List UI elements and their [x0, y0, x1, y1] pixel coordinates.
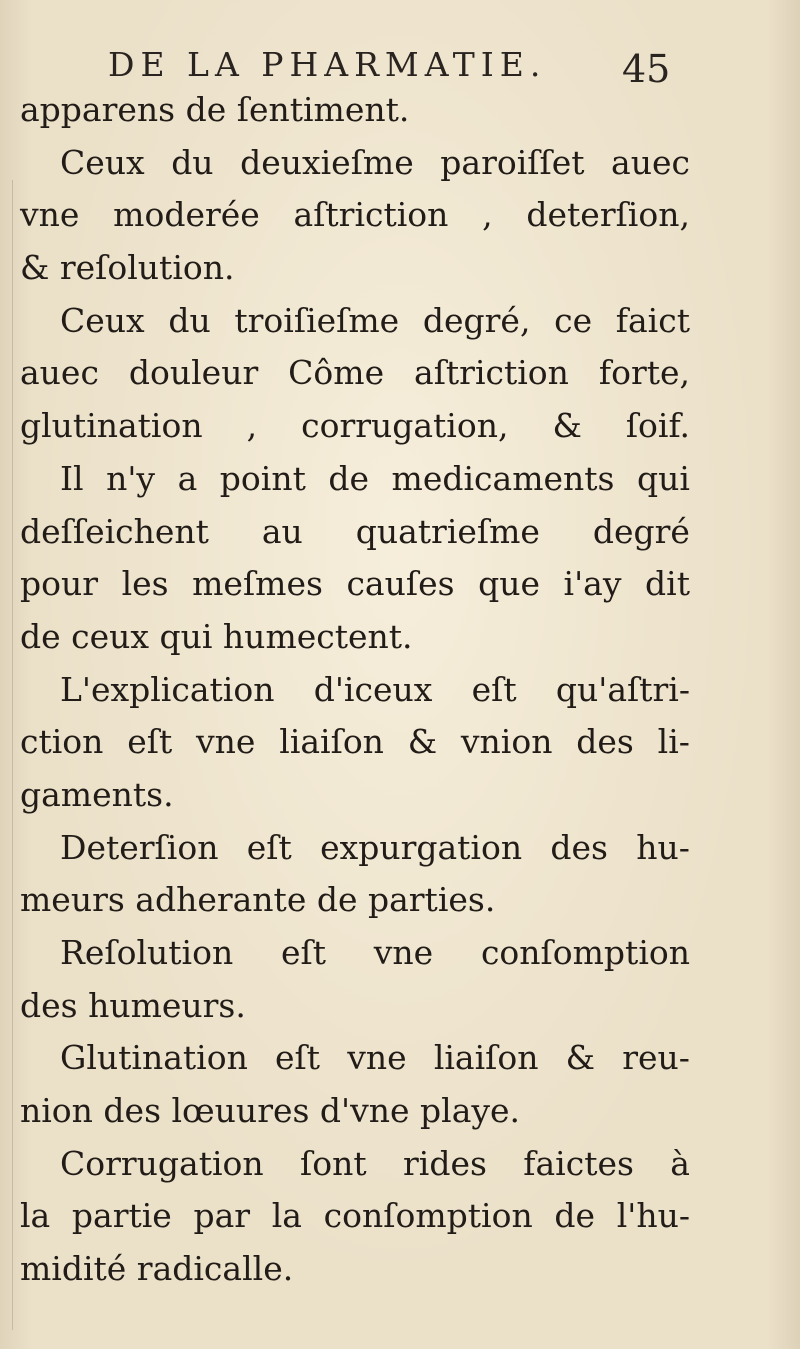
word: Côme [288, 353, 385, 393]
word: dit [645, 564, 690, 604]
text-line [20, 822, 690, 875]
word: d'iceux [313, 669, 433, 709]
word: ce [554, 300, 593, 340]
word: , [246, 406, 258, 446]
running-title: DE LA PHARMATIE. [108, 45, 547, 84]
text-line [20, 1138, 690, 1191]
word: deterſion, [526, 195, 690, 235]
word: la [271, 1196, 302, 1236]
word: les [121, 564, 169, 604]
body-text [20, 84, 690, 1296]
word: eſt [280, 933, 326, 972]
word: eſt [275, 1038, 321, 1078]
word: moderée [113, 195, 260, 235]
word: la [20, 1196, 51, 1236]
word: à [670, 1143, 690, 1183]
word: meſmes [192, 564, 323, 604]
word: partie [71, 1196, 172, 1236]
word: glutination [20, 406, 203, 446]
word: du [171, 142, 214, 182]
text-line [20, 189, 690, 242]
word: vne [347, 1038, 407, 1078]
text-line: & reſolution. [20, 248, 235, 288]
word: rides [402, 1143, 487, 1183]
word: Glutination [60, 1038, 248, 1078]
word: faictes [523, 1143, 634, 1183]
text-line: midité radicalle. [20, 1249, 294, 1289]
text-line [20, 716, 690, 769]
text-line [20, 295, 690, 348]
word: liaiſon [279, 722, 384, 762]
word: reu- [622, 1038, 690, 1078]
word: que [478, 564, 540, 604]
word: au [261, 511, 303, 551]
word: quatrieſme [355, 511, 540, 551]
word: medicaments [391, 458, 615, 498]
word: ction [20, 722, 104, 762]
text-line [20, 664, 690, 717]
word: de [328, 458, 370, 498]
word: n'y [106, 458, 156, 498]
word: deſſeichent [20, 511, 209, 551]
word: vnion [460, 722, 553, 762]
word: expurgation [320, 827, 523, 867]
word: faict [615, 300, 690, 340]
text-line [20, 1190, 690, 1243]
word: des [550, 827, 608, 867]
running-header [108, 40, 668, 90]
word: li- [657, 722, 690, 762]
word: , [482, 195, 493, 235]
word: paroiſſet [440, 142, 585, 182]
word: Ceux [60, 300, 145, 340]
word: & [565, 1038, 596, 1078]
text-line [20, 453, 690, 506]
word: & [407, 722, 438, 762]
text-line: nion des lœuures d'vne playe. [20, 1091, 521, 1131]
word: liaiſon [433, 1038, 539, 1078]
word: eſt [246, 827, 292, 867]
word: douleur [128, 353, 259, 393]
word: Ceux [60, 142, 145, 182]
word: qui [637, 458, 690, 498]
word: qu'aſtri- [555, 669, 690, 709]
word: vne [196, 722, 256, 762]
word: Deterſion [60, 827, 219, 867]
text-line: meurs adherante de parties. [20, 880, 496, 920]
word: du [168, 300, 211, 340]
word: hu- [636, 827, 690, 867]
text-line [20, 347, 690, 400]
text-line: de ceux qui humectent. [20, 616, 413, 656]
word: Corrugation [60, 1143, 264, 1183]
word: cauſes [346, 564, 455, 604]
word: deuxieſme [240, 142, 414, 182]
text-line [20, 927, 690, 980]
text-line: des humeurs. [20, 985, 246, 1025]
word: Reſolution [60, 933, 234, 972]
word: l'hu- [616, 1196, 690, 1236]
word: aſtriction [414, 353, 569, 393]
word: Il [60, 458, 84, 498]
word: a [177, 458, 198, 498]
text-line: apparens de ſentiment. [20, 90, 410, 129]
word: troiſieſme [234, 300, 400, 340]
word: forte, [598, 353, 690, 393]
word: corrugation, [301, 406, 509, 446]
word: L'explication [60, 669, 275, 709]
word: vne [20, 195, 80, 235]
text-line [20, 558, 690, 611]
word: ſoif. [625, 406, 690, 446]
text-line [20, 137, 690, 190]
word: degré, [422, 300, 531, 340]
word: eſt [471, 669, 517, 709]
word: & [552, 406, 582, 446]
word: par [193, 1196, 251, 1236]
word: de [554, 1196, 596, 1236]
text-line: gaments. [20, 774, 174, 814]
text-line [20, 400, 690, 453]
word: pour [20, 564, 99, 604]
word: eſt [127, 722, 173, 762]
word: i'ay [563, 564, 622, 604]
word: conſomption [480, 933, 690, 972]
word: aſtriction [293, 195, 449, 235]
word: point [219, 458, 306, 498]
word: auec [20, 353, 99, 393]
page-edge-line [12, 180, 13, 1330]
word: degré [592, 511, 690, 551]
word: vne [373, 933, 434, 972]
text-line [20, 1032, 690, 1085]
text-line [20, 506, 690, 559]
page-number: 45 [622, 47, 671, 91]
word: auec [611, 142, 690, 182]
word: des [576, 722, 634, 762]
word: conſomption [323, 1196, 533, 1236]
word: ſont [300, 1143, 367, 1183]
